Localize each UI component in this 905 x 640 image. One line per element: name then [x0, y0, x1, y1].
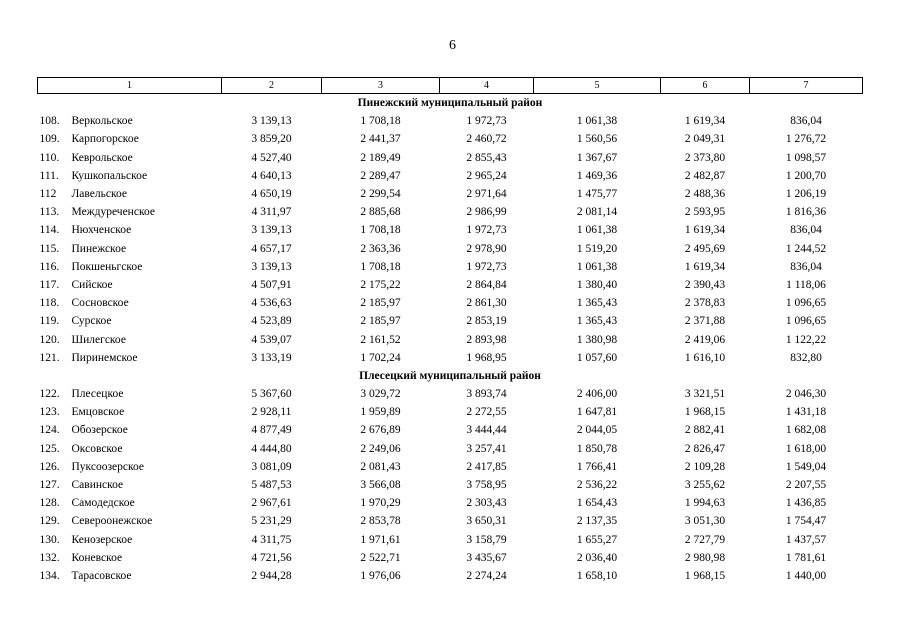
settlement-cell	[38, 421, 222, 439]
value-cell: 5 367,60	[251, 388, 292, 401]
table-row	[38, 185, 863, 203]
value-cell: 2 495,69	[684, 242, 726, 255]
table-row	[38, 476, 863, 494]
row-index: 127.	[39, 479, 60, 492]
value-cell: 2 593,95	[684, 206, 726, 219]
value-cell: 2 406,00	[576, 388, 618, 401]
value-cell: 2 249,06	[360, 442, 401, 455]
settlement-name: Самодедское	[71, 497, 135, 510]
settlement-name: Оксовское	[71, 442, 123, 455]
value-cell: 1 972,73	[466, 224, 507, 237]
table-row	[38, 403, 863, 421]
value-cell: 1 098,57	[785, 151, 827, 164]
table-row	[38, 549, 863, 567]
value-cell: 1 276,72	[785, 133, 827, 146]
value-cell: 1 959,89	[360, 406, 401, 419]
value-cell: 1 619,34	[684, 115, 726, 128]
column-header: 1	[38, 78, 222, 94]
table-row	[38, 221, 863, 239]
value-cell: 3 650,31	[466, 515, 507, 528]
row-index: 117.	[39, 278, 60, 291]
value-cell: 2 441,37	[360, 133, 401, 146]
value-cell: 2 419,06	[684, 333, 726, 346]
value-cell: 1 380,40	[576, 278, 618, 291]
table-row	[38, 567, 863, 585]
settlement-cell	[38, 494, 222, 512]
settlement-name: Сийское	[71, 278, 113, 291]
value-cell: 1 436,85	[785, 497, 827, 510]
settlement-name: Сурское	[71, 315, 112, 328]
header-row	[38, 78, 863, 94]
value-cell: 2 855,43	[466, 151, 507, 164]
value-cell: 4 640,13	[251, 169, 292, 182]
value-cell: 1 061,38	[576, 224, 618, 237]
settlement-name: Междуреченское	[71, 206, 155, 219]
value-cell: 2 978,90	[466, 242, 507, 255]
value-cell: 1 122,22	[785, 333, 827, 346]
value-cell: 2 482,87	[684, 169, 726, 182]
table-row	[38, 512, 863, 530]
row-index: 123.	[39, 406, 60, 419]
row-index: 120.	[39, 333, 60, 346]
value-cell: 1 475,77	[576, 188, 618, 201]
value-cell: 2 081,43	[360, 460, 401, 473]
settlement-name: Тарасовское	[71, 569, 132, 582]
table-row	[38, 458, 863, 476]
settlement-cell	[38, 185, 222, 203]
value-cell: 2 980,98	[684, 551, 726, 564]
table-row	[38, 203, 863, 221]
value-cell: 3 758,95	[466, 479, 507, 492]
row-index: 126.	[39, 460, 60, 473]
page-number: 6	[449, 38, 456, 53]
table-row	[38, 130, 863, 148]
settlement-cell	[38, 221, 222, 239]
value-cell: 1 619,34	[684, 260, 726, 273]
settlement-cell	[38, 167, 222, 185]
value-cell: 2 861,30	[466, 297, 507, 310]
value-cell: 2 928,11	[251, 406, 292, 419]
value-cell: 1 850,78	[576, 442, 618, 455]
value-cell: 832,80	[790, 351, 822, 364]
value-cell: 1 972,73	[466, 260, 507, 273]
row-index: 130.	[39, 533, 60, 546]
value-cell: 4 444,80	[251, 442, 292, 455]
row-index: 111.	[39, 169, 59, 182]
value-cell: 4 877,49	[251, 424, 292, 437]
value-cell: 2 161,52	[360, 333, 401, 346]
value-cell: 1 096,65	[785, 297, 827, 310]
value-cell: 2 986,99	[466, 206, 507, 219]
value-cell: 2 185,97	[360, 315, 401, 328]
value-cell: 2 885,68	[360, 206, 401, 219]
value-cell: 2 044,05	[576, 424, 618, 437]
settlement-cell	[38, 276, 222, 294]
row-index: 108.	[39, 115, 60, 128]
section-title: Пинежский муниципальный район	[357, 97, 543, 110]
value-cell: 1 619,34	[684, 224, 726, 237]
value-cell: 1 708,18	[360, 260, 401, 273]
value-cell: 2 175,22	[360, 278, 401, 291]
value-cell: 2 303,43	[466, 497, 507, 510]
value-cell: 3 859,20	[251, 133, 292, 146]
settlement-name: Кеврольское	[71, 151, 133, 164]
table-row	[38, 258, 863, 276]
settlement-name: Пуксоозерское	[71, 460, 144, 473]
value-cell: 3 081,09	[251, 460, 292, 473]
value-cell: 2 109,28	[684, 460, 726, 473]
section-header-row	[38, 367, 863, 385]
value-cell: 1 549,04	[785, 460, 827, 473]
row-index: 134.	[39, 569, 60, 582]
column-header: 4	[440, 78, 534, 94]
column-header: 6	[661, 78, 750, 94]
table-row	[38, 312, 863, 330]
table-row	[38, 494, 863, 512]
row-index: 128.	[39, 497, 60, 510]
value-cell: 1 654,43	[576, 497, 618, 510]
settlement-name: Обозерское	[71, 424, 128, 437]
column-header: 3	[322, 78, 440, 94]
value-cell: 3 139,13	[251, 224, 292, 237]
data-table	[37, 77, 863, 585]
value-cell: 4 650,19	[251, 188, 292, 201]
value-cell: 2 081,14	[576, 206, 618, 219]
row-index: 116.	[39, 260, 60, 273]
column-header: 7	[750, 78, 863, 94]
settlement-cell	[38, 531, 222, 549]
table-row	[38, 112, 863, 130]
settlement-cell	[38, 385, 222, 403]
value-cell: 1 380,98	[576, 333, 618, 346]
value-cell: 1 061,38	[576, 115, 618, 128]
row-index: 115.	[39, 242, 60, 255]
row-index: 122.	[39, 388, 60, 401]
value-cell: 2 289,47	[360, 169, 401, 182]
row-index: 113.	[39, 206, 60, 219]
value-cell: 1 469,36	[576, 169, 618, 182]
value-cell: 3 893,74	[466, 388, 507, 401]
value-cell: 1 970,29	[360, 497, 401, 510]
table-row	[38, 440, 863, 458]
settlement-name: Коневское	[71, 551, 123, 564]
value-cell: 4 311,75	[251, 533, 292, 546]
value-cell: 4 657,17	[251, 242, 292, 255]
value-cell: 1 702,24	[360, 351, 401, 364]
settlement-name: Карпогорское	[71, 133, 139, 146]
value-cell: 3 257,41	[466, 442, 507, 455]
value-cell: 4 311,97	[251, 206, 292, 219]
value-cell: 4 527,40	[251, 151, 292, 164]
value-cell: 2 189,49	[360, 151, 401, 164]
value-cell: 1 616,10	[684, 351, 726, 364]
value-cell: 2 417,85	[466, 460, 507, 473]
value-cell: 1 994,63	[684, 497, 726, 510]
value-cell: 1 766,41	[576, 460, 618, 473]
value-cell: 2 965,24	[466, 169, 507, 182]
value-cell: 2 488,36	[684, 188, 726, 201]
settlement-cell	[38, 130, 222, 148]
value-cell: 3 133,19	[251, 351, 292, 364]
value-cell: 1 365,43	[576, 297, 618, 310]
value-cell: 2 274,24	[466, 569, 507, 582]
settlement-name: Кенозерское	[71, 533, 133, 546]
settlement-name: Кушкопальское	[71, 169, 148, 182]
value-cell: 1 658,10	[576, 569, 618, 582]
value-cell: 3 029,72	[360, 388, 401, 401]
value-cell: 1 200,70	[785, 169, 827, 182]
table-row	[38, 421, 863, 439]
settlement-cell	[38, 549, 222, 567]
value-cell: 836,04	[790, 115, 822, 128]
value-cell: 1 708,18	[360, 115, 401, 128]
row-index: 119.	[39, 315, 60, 328]
row-index: 118.	[39, 297, 60, 310]
value-cell: 836,04	[790, 260, 822, 273]
settlement-cell	[38, 512, 222, 530]
value-cell: 2 371,88	[684, 315, 726, 328]
value-cell: 2 864,84	[466, 278, 507, 291]
value-cell: 1 655,27	[576, 533, 618, 546]
row-index: 112	[39, 188, 57, 201]
value-cell: 1 431,18	[785, 406, 827, 419]
row-index: 109.	[39, 133, 60, 146]
value-cell: 2 853,78	[360, 515, 401, 528]
value-cell: 1 367,67	[576, 151, 618, 164]
settlement-name: Покшеньгское	[71, 260, 143, 273]
settlement-name: Лавельское	[71, 188, 127, 201]
section-title: Плесецкий муниципальный район	[359, 369, 541, 382]
table-row	[38, 149, 863, 167]
settlement-name: Сосновское	[71, 297, 129, 310]
row-index: 125.	[39, 442, 60, 455]
section-header-row	[38, 94, 863, 113]
value-cell: 4 539,07	[251, 333, 292, 346]
settlement-name: Веркольское	[71, 115, 133, 128]
table-row	[38, 167, 863, 185]
value-cell: 2 036,40	[576, 551, 618, 564]
value-cell: 2 373,80	[684, 151, 726, 164]
value-cell: 836,04	[790, 224, 822, 237]
value-cell: 2 893,98	[466, 333, 507, 346]
value-cell: 2 390,43	[684, 278, 726, 291]
value-cell: 2 299,54	[360, 188, 401, 201]
value-cell: 2 185,97	[360, 297, 401, 310]
value-cell: 3 255,62	[684, 479, 726, 492]
value-cell: 1 440,00	[785, 569, 827, 582]
value-cell: 1 057,60	[576, 351, 618, 364]
value-cell: 2 882,41	[684, 424, 726, 437]
value-cell: 1 437,57	[785, 533, 827, 546]
value-cell: 1 560,56	[576, 133, 618, 146]
table-row	[38, 531, 863, 549]
value-cell: 3 444,44	[466, 424, 507, 437]
row-index: 110.	[39, 151, 60, 164]
table-row	[38, 276, 863, 294]
value-cell: 4 523,89	[251, 315, 292, 328]
value-cell: 3 321,51	[684, 388, 726, 401]
table-row	[38, 294, 863, 312]
row-index: 124.	[39, 424, 60, 437]
value-cell: 4 507,91	[251, 278, 292, 291]
value-cell: 1 754,47	[785, 515, 827, 528]
value-cell: 1 972,73	[466, 115, 507, 128]
settlement-cell	[38, 349, 222, 367]
value-cell: 2 536,22	[576, 479, 618, 492]
value-cell: 2 826,47	[684, 442, 726, 455]
table-row	[38, 240, 863, 258]
column-header: 5	[534, 78, 661, 94]
value-cell: 3 139,13	[251, 115, 292, 128]
value-cell: 2 967,61	[251, 497, 292, 510]
settlement-cell	[38, 149, 222, 167]
table-body	[38, 94, 863, 586]
value-cell: 2 363,36	[360, 242, 401, 255]
value-cell: 2 272,55	[466, 406, 507, 419]
value-cell: 1 365,43	[576, 315, 618, 328]
settlement-cell	[38, 294, 222, 312]
value-cell: 1 968,15	[684, 406, 726, 419]
value-cell: 1 682,08	[785, 424, 827, 437]
value-cell: 1 708,18	[360, 224, 401, 237]
row-index: 114.	[39, 224, 60, 237]
value-cell: 1 244,52	[785, 242, 827, 255]
row-index: 132.	[39, 551, 60, 564]
value-cell: 2 727,79	[684, 533, 726, 546]
value-cell: 1 971,61	[360, 533, 401, 546]
value-cell: 3 158,79	[466, 533, 507, 546]
settlement-cell	[38, 440, 222, 458]
value-cell: 2 522,71	[360, 551, 401, 564]
settlement-cell	[38, 240, 222, 258]
settlement-cell	[38, 203, 222, 221]
value-cell: 1 781,61	[785, 551, 827, 564]
value-cell: 2 046,30	[785, 388, 827, 401]
value-cell: 2 853,19	[466, 315, 507, 328]
value-cell: 2 137,35	[576, 515, 618, 528]
value-cell: 2 676,89	[360, 424, 401, 437]
settlement-name: Пинежское	[71, 242, 127, 255]
value-cell: 2 944,28	[251, 569, 292, 582]
table-row	[38, 330, 863, 348]
column-header: 2	[222, 78, 322, 94]
value-cell: 1 968,95	[466, 351, 507, 364]
table-row	[38, 349, 863, 367]
row-index: 129.	[39, 515, 60, 528]
table-row	[38, 385, 863, 403]
value-cell: 2 460,72	[466, 133, 507, 146]
settlement-cell	[38, 312, 222, 330]
value-cell: 2 378,83	[684, 297, 726, 310]
value-cell: 1 096,65	[785, 315, 827, 328]
value-cell: 5 231,29	[251, 515, 292, 528]
value-cell: 3 566,08	[360, 479, 401, 492]
settlement-cell	[38, 476, 222, 494]
value-cell: 3 435,67	[466, 551, 507, 564]
value-cell: 2 049,31	[684, 133, 726, 146]
value-cell: 1 618,00	[785, 442, 827, 455]
settlement-cell	[38, 567, 222, 585]
settlement-name: Шилегское	[71, 333, 126, 346]
value-cell: 2 971,64	[466, 188, 507, 201]
value-cell: 1 816,36	[785, 206, 827, 219]
value-cell: 1 647,81	[576, 406, 618, 419]
value-cell: 1 519,20	[576, 242, 618, 255]
row-index: 121.	[39, 351, 60, 364]
value-cell: 1 118,06	[786, 278, 826, 291]
value-cell: 1 976,06	[360, 569, 401, 582]
settlement-cell	[38, 330, 222, 348]
value-cell: 3 051,30	[684, 515, 726, 528]
settlement-name: Плесецкое	[71, 388, 124, 401]
settlement-name: Емцовское	[71, 406, 125, 419]
settlement-name: Савинское	[71, 479, 124, 492]
settlement-cell	[38, 112, 222, 130]
value-cell: 1 061,38	[576, 260, 618, 273]
value-cell: 2 207,55	[785, 479, 827, 492]
value-cell: 3 139,13	[251, 260, 292, 273]
settlement-name: Североонежское	[71, 515, 153, 528]
value-cell: 1 206,19	[785, 188, 827, 201]
value-cell: 4 536,63	[251, 297, 292, 310]
settlement-cell	[38, 403, 222, 421]
settlement-cell	[38, 458, 222, 476]
settlement-name: Нюхченское	[71, 224, 132, 237]
value-cell: 1 968,15	[684, 569, 726, 582]
value-cell: 5 487,53	[251, 479, 292, 492]
settlement-cell	[38, 258, 222, 276]
value-cell: 4 721,56	[251, 551, 292, 564]
settlement-name: Пиринемское	[71, 351, 138, 364]
